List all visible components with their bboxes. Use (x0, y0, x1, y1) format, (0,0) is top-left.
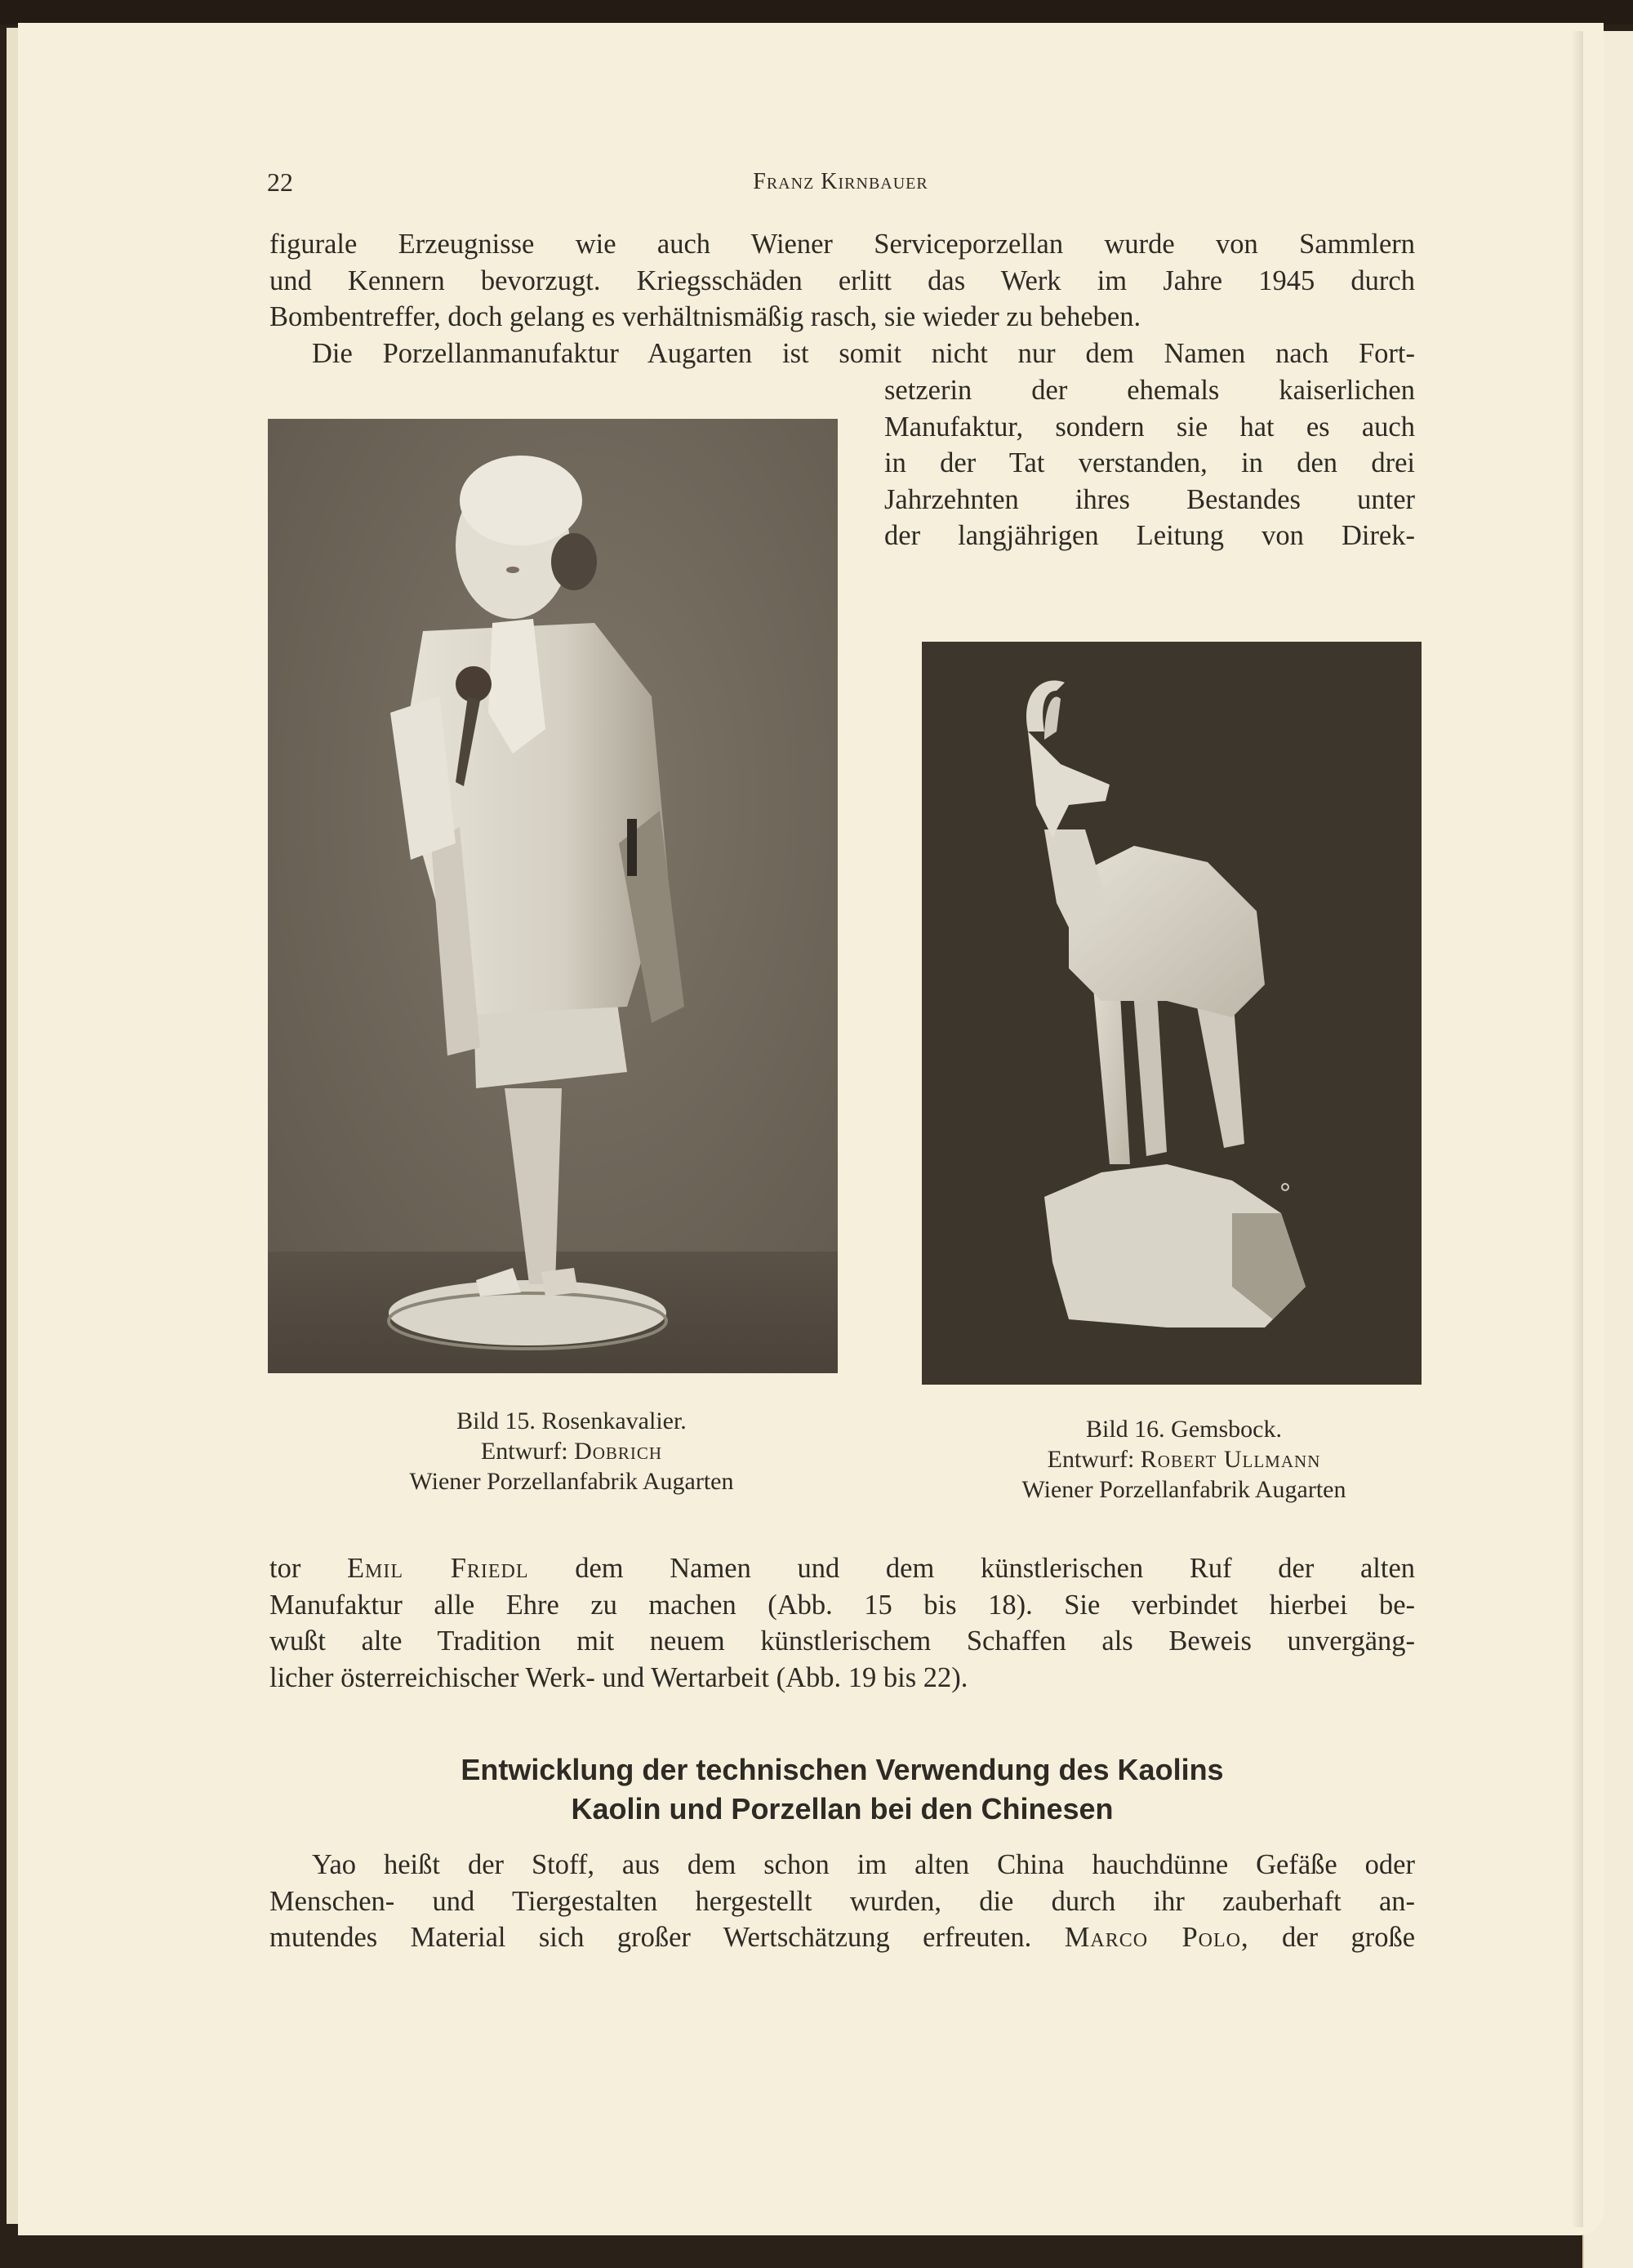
paragraph-1 (269, 226, 1415, 336)
text-line (269, 1550, 1415, 1587)
spine-shadow (1572, 31, 1583, 2227)
page-number: 22 (267, 167, 293, 197)
text-line: der langjährigen Leitung von Direk- (884, 520, 1415, 551)
text-line: Manufaktur, sondern sie hat es auch (884, 411, 1415, 442)
text-line: wußt alte Tradition mit neuem künstlerischem Schaffen als Beweis unvergäng- (269, 1625, 1415, 1657)
section-subheading-line: Kaolin und Porzellan bei den Chinesen (571, 1792, 1114, 1826)
text-fragment: der große (1282, 1922, 1416, 1953)
figurine-cane-handle (627, 819, 637, 876)
person-name: Marco Polo, (1064, 1922, 1249, 1953)
text-line: Manufaktur alle Ehre zu machen (Abb. 15 bis 18). Sie verbindet hierbei be- (269, 1589, 1415, 1621)
caption-designer-line (310, 1436, 833, 1466)
text-line: in der Tat verstanden, in den drei (884, 447, 1415, 478)
caption-title: Bild 15. Rosenkavalier. (456, 1407, 687, 1434)
figurine-base (389, 1280, 666, 1345)
running-head (267, 167, 1414, 200)
figure-16-photo (922, 642, 1422, 1385)
caption-design-label: Entwurf: (480, 1438, 568, 1465)
text-line: Jahrzehnten ihres Bestandes unter (884, 483, 1415, 515)
figure-15-photo (268, 419, 838, 1373)
text-line: Yao heißt der Stoff, aus dem schon im alten China hauchdünne Gefäße oder (312, 1849, 1415, 1880)
caption-designer: Robert Ullmann (1140, 1446, 1321, 1473)
text-fragment: dem Namen und dem künstlerischen Ruf der alten (575, 1553, 1416, 1584)
person-name: Emil Friedl (346, 1553, 529, 1584)
caption-designer-line (931, 1444, 1437, 1474)
paragraph-2-first-line (269, 336, 1415, 372)
text-line: licher österreichischer Werk- und Wertarbeit (Abb. 19 bis 22). (269, 1661, 968, 1693)
running-title-author: Franz Kirnbauer (753, 169, 928, 194)
text-line: Die Porzellanmanufaktur Augarten ist somit nicht nur dem Namen nach Fort- (312, 338, 1415, 369)
text-line: setzerin der ehemals kaiserlichen (884, 375, 1415, 406)
caption-designer: Dobrich (574, 1438, 663, 1465)
section-heading-line: Entwicklung der technischen Verwendung des Kaolins (461, 1753, 1224, 1786)
paragraph-2-continuation (269, 1550, 1415, 1696)
text-fragment: tor (269, 1553, 301, 1584)
text-line: und Kennern bevorzugt. Kriegsschäden erlitt das Werk im Jahre 1945 durch (269, 265, 1415, 296)
figurine-wig (460, 456, 582, 545)
caption-title: Bild 16. Gemsbock. (1086, 1416, 1282, 1443)
caption-design-label: Entwurf: (1047, 1446, 1135, 1473)
text-line: Menschen- und Tiergestalten hergestellt wurden, die durch ihr zauberhaft an- (269, 1885, 1415, 1917)
section-heading (269, 1750, 1415, 1829)
figure-16-caption (931, 1414, 1437, 1505)
text-line (269, 1919, 1415, 1956)
figure-15-caption (310, 1406, 833, 1496)
paragraph-3 (269, 1847, 1415, 1956)
text-fragment: mutendes Material sich großer Wertschätzung erfreuten. (269, 1922, 1032, 1953)
caption-maker: Wiener Porzellanfabrik Augarten (1021, 1476, 1346, 1503)
paragraph-2-column (884, 372, 1415, 554)
scan-backdrop (0, 0, 1633, 24)
figurine-rose (456, 666, 492, 702)
text-line: figurale Erzeugnisse wie auch Wiener Serviceporzellan wurde von Sammlern (269, 229, 1415, 260)
text-line: Bombentreffer, doch gelang es verhältnismäßig rasch, sie wieder zu beheben. (269, 301, 1141, 332)
caption-maker: Wiener Porzellanfabrik Augarten (409, 1468, 734, 1495)
